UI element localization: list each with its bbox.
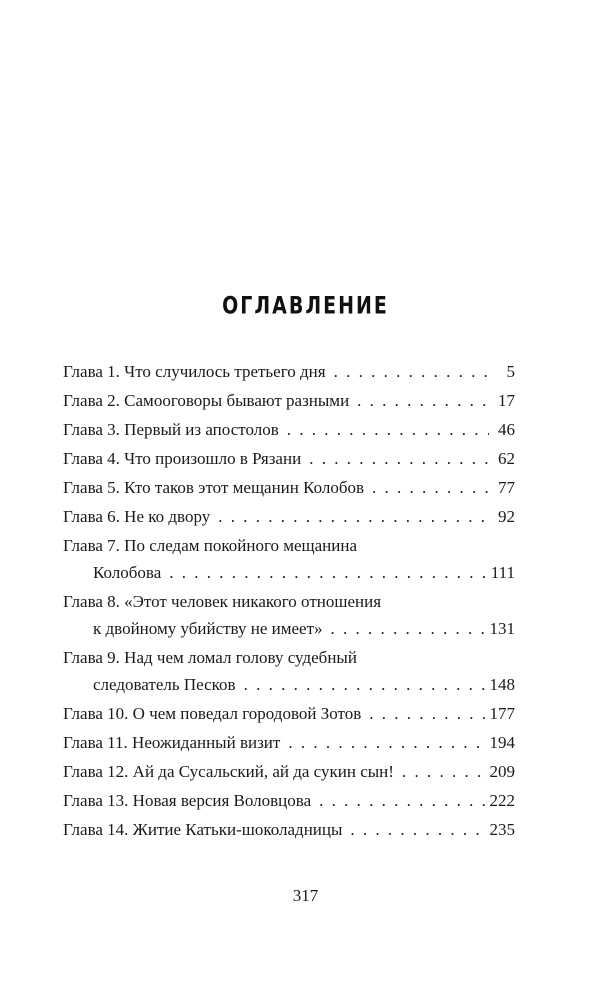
dot-leader [288, 729, 485, 756]
entry-title: Глава 12. Ай да Сусальский, ай да сукин сын! [63, 762, 394, 781]
toc-entry-9 [63, 644, 515, 698]
entry-page: 235 [489, 820, 515, 839]
entry-title: Глава 6. Не ко двору [63, 507, 211, 526]
toc-entry-1 [63, 358, 515, 385]
entry-page: 131 [489, 619, 515, 638]
toc-entry-11 [63, 729, 515, 756]
dot-leader [169, 559, 487, 586]
toc-entry-3 [63, 416, 515, 443]
entry-title: Глава 10. О чем поведал городовой Зотов [63, 704, 362, 723]
entry-page: 62 [498, 449, 515, 468]
toc-entry-6 [63, 503, 515, 530]
entry-page: 17 [498, 391, 515, 410]
dot-leader [402, 758, 486, 785]
toc-entry-8 [63, 588, 515, 642]
entry-title: Глава 9. Над чем ломал голову судебный [63, 648, 357, 667]
entry-title: Глава 14. Житие Катьки-шоколадницы [63, 820, 343, 839]
entry-title: Глава 8. «Этот человек никакого отношения [63, 592, 382, 611]
entry-title: Глава 1. Что случилось третьего дня [63, 362, 326, 381]
toc-entry-2 [63, 387, 515, 414]
toc-entry-14 [63, 816, 515, 843]
entry-page: 209 [489, 762, 515, 781]
dot-leader [357, 387, 489, 414]
entry-page: 111 [490, 563, 515, 582]
entry-title: Глава 7. По следам покойного мещанина [63, 536, 358, 555]
toc-entry-13 [63, 787, 515, 814]
toc-entry-4 [63, 445, 515, 472]
table-of-contents [63, 358, 515, 845]
entry-title: Глава 3. Первый из апостолов [63, 420, 279, 439]
entry-title: Глава 13. Новая версия Воловцова [63, 791, 312, 810]
entry-title-continued: следователь Песков [93, 675, 236, 694]
entry-title-continued: к двойному убийству не имеет» [93, 619, 323, 638]
entry-page: 177 [489, 704, 515, 723]
entry-page: 92 [498, 507, 515, 526]
entry-page: 222 [489, 791, 515, 810]
entry-title: Глава 4. Что произошло в Рязани [63, 449, 302, 468]
dot-leader [331, 615, 486, 642]
dot-leader [287, 416, 489, 443]
entry-title: Глава 11. Неожиданный визит [63, 733, 281, 752]
entry-title: Глава 2. Самооговоры бывают разными [63, 391, 350, 410]
entry-page: 5 [506, 362, 515, 381]
entry-page: 46 [498, 420, 515, 439]
dot-leader [218, 503, 489, 530]
entry-page: 77 [498, 478, 515, 497]
entry-page: 148 [489, 675, 515, 694]
page-number: 317 [292, 886, 319, 905]
toc-entry-7 [63, 532, 515, 586]
dot-leader [369, 700, 485, 727]
dot-leader [350, 816, 485, 843]
dot-leader [334, 358, 489, 385]
toc-entry-12 [63, 758, 515, 785]
toc-title: ОГЛАВЛЕНИЕ [222, 292, 389, 320]
dot-leader [244, 671, 486, 698]
toc-entry-10 [63, 700, 515, 727]
dot-leader [372, 474, 489, 501]
entry-title: Глава 5. Кто таков этот мещанин Колобов [63, 478, 365, 497]
dot-leader [319, 787, 485, 814]
toc-entry-5 [63, 474, 515, 501]
entry-page: 194 [489, 733, 515, 752]
entry-title-continued: Колобова [93, 563, 162, 582]
dot-leader [309, 445, 489, 472]
